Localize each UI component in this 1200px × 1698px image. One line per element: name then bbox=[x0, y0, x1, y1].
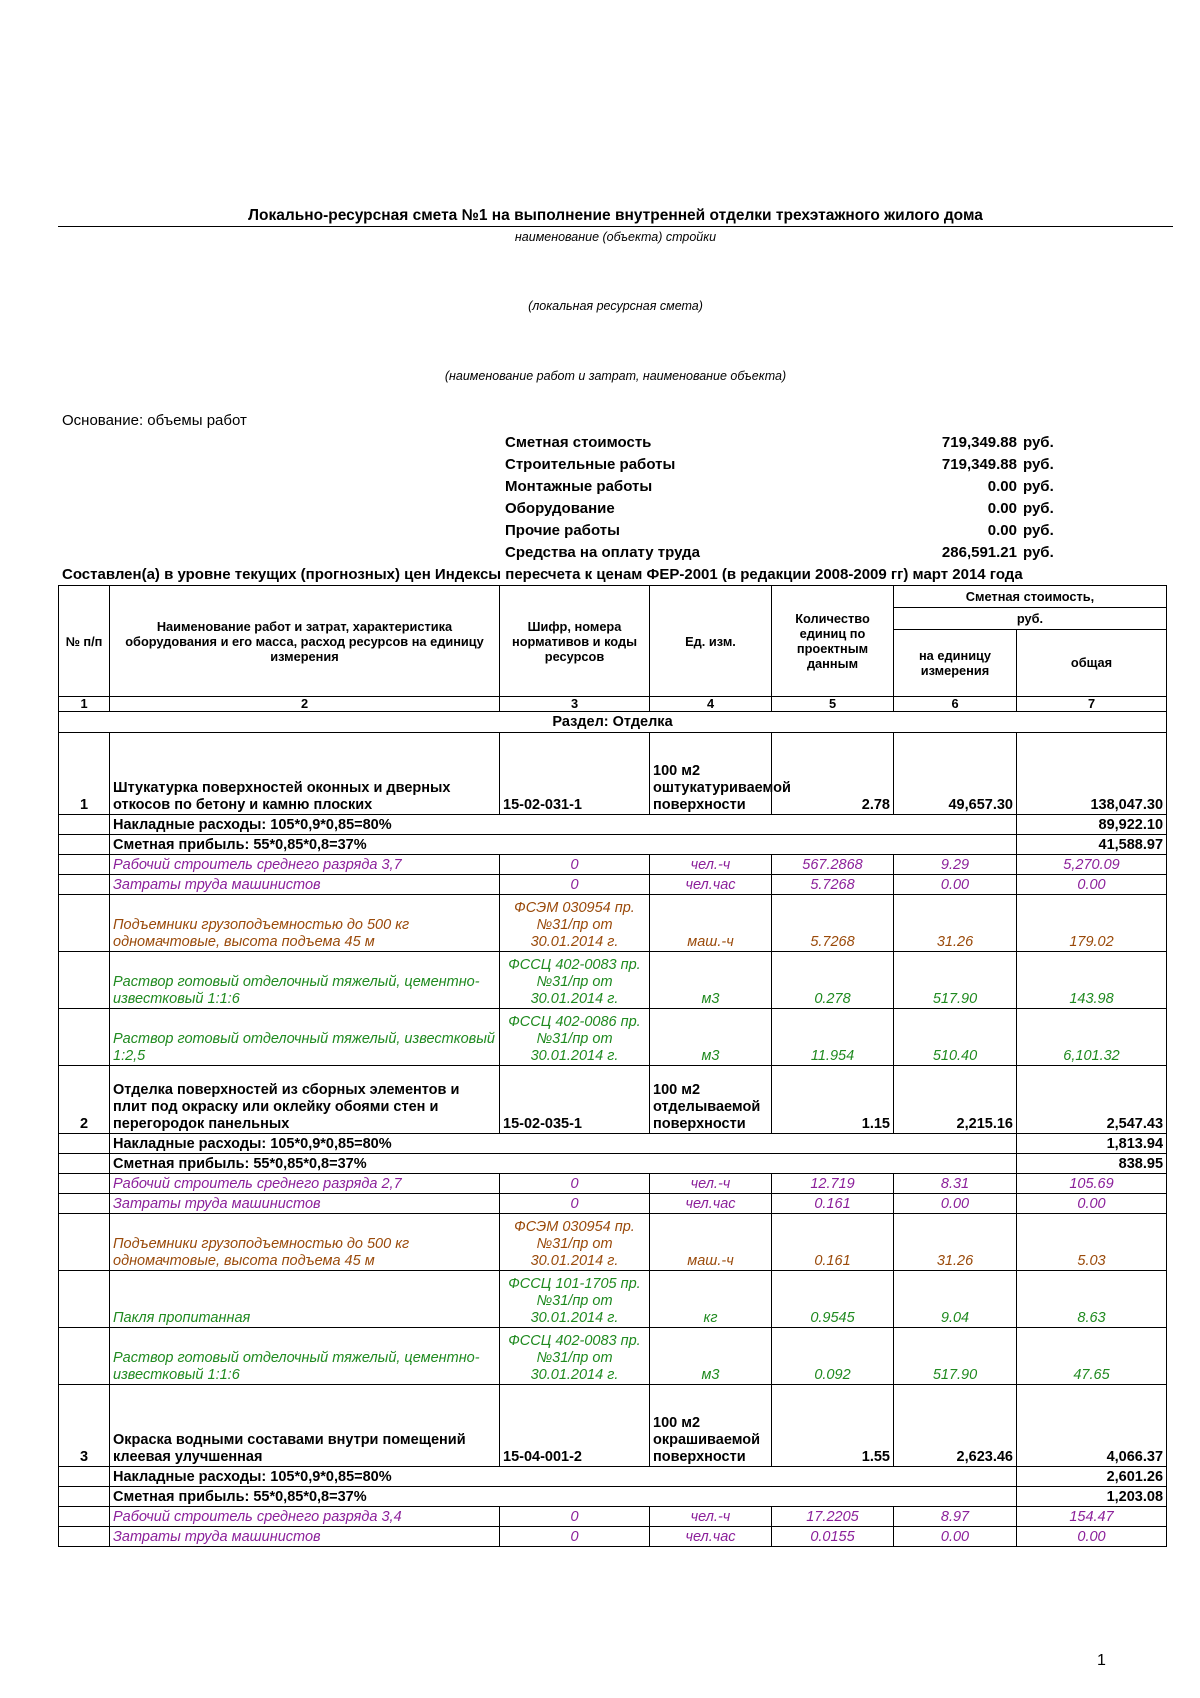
resource-name: Затраты труда машинистов bbox=[110, 1527, 500, 1547]
resource-name: Затраты труда машинистов bbox=[110, 1194, 500, 1214]
resource-total: 0.00 bbox=[1017, 1527, 1167, 1547]
estimate-table bbox=[58, 585, 1167, 1547]
empty-cell bbox=[59, 1507, 110, 1527]
resource-qty: 5.7268 bbox=[772, 875, 894, 895]
column-number: 4 bbox=[650, 697, 772, 712]
resource-name: Подъемники грузоподъемностью до 500 кг одномачтовые, высота подъема 45 м bbox=[110, 895, 500, 952]
item-name: Штукатурка поверхностей оконных и дверных откосов по бетону и камню плоских bbox=[110, 733, 500, 815]
column-number: 3 bbox=[500, 697, 650, 712]
title-underline bbox=[58, 226, 1173, 227]
resource-total: 0.00 bbox=[1017, 875, 1167, 895]
item-qty: 1.15 bbox=[772, 1066, 894, 1134]
item-name: Отделка поверхностей из сборных элементов и плит под окраску или оклейку обоями стен и перегородок панельных bbox=[110, 1066, 500, 1134]
summary-unit: руб. bbox=[1023, 456, 1054, 473]
summary-value: 0.00 bbox=[987, 478, 1017, 495]
header-qty: Количество единиц по проектным данным bbox=[772, 586, 894, 697]
resource-name: Рабочий строитель среднего разряда 3,7 bbox=[110, 855, 500, 875]
document-title: Локально-ресурсная смета №1 на выполнение внутренней отделки трехэтажного жилого дома bbox=[248, 207, 983, 224]
resource-unit-price: 0.00 bbox=[894, 1527, 1017, 1547]
resource-row bbox=[59, 1527, 1167, 1547]
empty-cell bbox=[59, 1487, 110, 1507]
price-level-text: Составлен(а) в уровне текущих (прогнозных) цен Индексы пересчета к ценам ФЕР-2001 (в редакции 2008-2009 гг) март 2014 года bbox=[62, 566, 1023, 583]
work-item-row bbox=[59, 1385, 1167, 1467]
resource-code: ФССЦ 402-0086 пр. №31/пр от 30.01.2014 г. bbox=[500, 1009, 650, 1066]
item-total: 2,547.43 bbox=[1017, 1066, 1167, 1134]
profit-total: 1,203.08 bbox=[1017, 1487, 1167, 1507]
empty-cell bbox=[59, 1154, 110, 1174]
resource-unit-price: 0.00 bbox=[894, 1194, 1017, 1214]
resource-unit-price: 0.00 bbox=[894, 875, 1017, 895]
summary-unit: руб. bbox=[1023, 522, 1054, 539]
summary-label: Строительные работы bbox=[505, 456, 676, 473]
item-unit: 100 м2 оштукатуриваемой поверхности bbox=[650, 733, 772, 815]
resource-row bbox=[59, 1009, 1167, 1066]
resource-unit-price: 8.31 bbox=[894, 1174, 1017, 1194]
resource-name: Раствор готовый отделочный тяжелый, цементно-известковый 1:1:6 bbox=[110, 952, 500, 1009]
column-number: 1 bbox=[59, 697, 110, 712]
summary-unit: руб. bbox=[1023, 544, 1054, 561]
resource-code: 0 bbox=[500, 1507, 650, 1527]
empty-cell bbox=[59, 952, 110, 1009]
overhead-total: 89,922.10 bbox=[1017, 815, 1167, 835]
resource-code: 0 bbox=[500, 855, 650, 875]
header-cost: Сметная стоимость, bbox=[894, 586, 1167, 608]
overhead-label: Накладные расходы: 105*0,9*0,85=80% bbox=[110, 815, 1017, 835]
resource-row bbox=[59, 895, 1167, 952]
empty-cell bbox=[59, 855, 110, 875]
item-total: 138,047.30 bbox=[1017, 733, 1167, 815]
resource-unit: чел.-ч bbox=[650, 1174, 772, 1194]
resource-row bbox=[59, 952, 1167, 1009]
work-item-row bbox=[59, 1066, 1167, 1134]
resource-total: 6,101.32 bbox=[1017, 1009, 1167, 1066]
resource-row bbox=[59, 1507, 1167, 1527]
empty-cell bbox=[59, 895, 110, 952]
resource-unit-price: 517.90 bbox=[894, 1328, 1017, 1385]
resource-unit-price: 31.26 bbox=[894, 895, 1017, 952]
resource-unit-price: 9.29 bbox=[894, 855, 1017, 875]
summary-row bbox=[505, 476, 1055, 498]
resource-qty: 11.954 bbox=[772, 1009, 894, 1066]
profit-row bbox=[59, 835, 1167, 855]
resource-unit: маш.-ч bbox=[650, 1214, 772, 1271]
resource-qty: 17.2205 bbox=[772, 1507, 894, 1527]
resource-qty: 0.0155 bbox=[772, 1527, 894, 1547]
resource-total: 5,270.09 bbox=[1017, 855, 1167, 875]
overhead-total: 1,813.94 bbox=[1017, 1134, 1167, 1154]
profit-label: Сметная прибыль: 55*0,85*0,8=37% bbox=[110, 1487, 1017, 1507]
resource-qty: 0.9545 bbox=[772, 1271, 894, 1328]
item-unit-price: 2,215.16 bbox=[894, 1066, 1017, 1134]
item-unit: 100 м2 отделываемой поверхности bbox=[650, 1066, 772, 1134]
resource-qty: 0.278 bbox=[772, 952, 894, 1009]
item-unit-price: 49,657.30 bbox=[894, 733, 1017, 815]
resource-name: Затраты труда машинистов bbox=[110, 875, 500, 895]
summary-row bbox=[505, 520, 1055, 542]
caption-works: (наименование работ и затрат, наименование объекта) bbox=[444, 369, 787, 383]
resource-unit-price: 517.90 bbox=[894, 952, 1017, 1009]
resource-unit-price: 8.97 bbox=[894, 1507, 1017, 1527]
resource-total: 0.00 bbox=[1017, 1194, 1167, 1214]
resource-unit: чел.час bbox=[650, 1527, 772, 1547]
summary-unit: руб. bbox=[1023, 500, 1054, 517]
resource-row bbox=[59, 1174, 1167, 1194]
caption-estimate: (локальная ресурсная смета) bbox=[528, 299, 703, 313]
resource-row bbox=[59, 1328, 1167, 1385]
resource-row bbox=[59, 855, 1167, 875]
resource-unit: м3 bbox=[650, 1328, 772, 1385]
resource-code: 0 bbox=[500, 875, 650, 895]
header-name: Наименование работ и затрат, характеристика оборудования и его масса, расход ресурсов на единицу измерения bbox=[110, 586, 500, 697]
item-code: 15-02-031-1 bbox=[500, 733, 650, 815]
item-total: 4,066.37 bbox=[1017, 1385, 1167, 1467]
empty-cell bbox=[59, 1194, 110, 1214]
summary-row bbox=[505, 432, 1055, 454]
item-number: 3 bbox=[59, 1385, 110, 1467]
resource-code: 0 bbox=[500, 1194, 650, 1214]
summary-label: Прочие работы bbox=[505, 522, 620, 539]
resource-total: 143.98 bbox=[1017, 952, 1167, 1009]
overhead-row bbox=[59, 1467, 1167, 1487]
resource-row bbox=[59, 875, 1167, 895]
caption-object: наименование (объекта) стройки bbox=[514, 230, 717, 244]
resource-unit: кг bbox=[650, 1271, 772, 1328]
item-unit: 100 м2 окрашиваемой поверхности bbox=[650, 1385, 772, 1467]
item-unit-price: 2,623.46 bbox=[894, 1385, 1017, 1467]
summary-value: 719,349.88 bbox=[941, 456, 1017, 473]
empty-cell bbox=[59, 1527, 110, 1547]
empty-cell bbox=[59, 1214, 110, 1271]
resource-code: ФСЭМ 030954 пр. №31/пр от 30.01.2014 г. bbox=[500, 1214, 650, 1271]
item-qty: 1.55 bbox=[772, 1385, 894, 1467]
overhead-row bbox=[59, 1134, 1167, 1154]
resource-unit-price: 9.04 bbox=[894, 1271, 1017, 1328]
item-number: 2 bbox=[59, 1066, 110, 1134]
item-code: 15-04-001-2 bbox=[500, 1385, 650, 1467]
column-numbers-row bbox=[59, 697, 1167, 712]
resource-unit: чел.-ч bbox=[650, 855, 772, 875]
resource-qty: 0.092 bbox=[772, 1328, 894, 1385]
overhead-label: Накладные расходы: 105*0,9*0,85=80% bbox=[110, 1467, 1017, 1487]
resource-total: 5.03 bbox=[1017, 1214, 1167, 1271]
overhead-label: Накладные расходы: 105*0,9*0,85=80% bbox=[110, 1134, 1017, 1154]
resource-total: 179.02 bbox=[1017, 895, 1167, 952]
empty-cell bbox=[59, 875, 110, 895]
resource-unit-price: 31.26 bbox=[894, 1214, 1017, 1271]
column-number: 5 bbox=[772, 697, 894, 712]
section-title: Раздел: Отделка bbox=[59, 712, 1167, 733]
empty-cell bbox=[59, 1271, 110, 1328]
resource-row bbox=[59, 1194, 1167, 1214]
resource-unit: м3 bbox=[650, 952, 772, 1009]
summary-row bbox=[505, 454, 1055, 476]
resource-code: ФССЦ 402-0083 пр. №31/пр от 30.01.2014 г. bbox=[500, 952, 650, 1009]
resource-code: ФСЭМ 030954 пр. №31/пр от 30.01.2014 г. bbox=[500, 895, 650, 952]
resource-name: Раствор готовый отделочный тяжелый, цементно-известковый 1:1:6 bbox=[110, 1328, 500, 1385]
profit-row bbox=[59, 1487, 1167, 1507]
summary-row bbox=[505, 542, 1055, 564]
resource-total: 8.63 bbox=[1017, 1271, 1167, 1328]
resource-qty: 12.719 bbox=[772, 1174, 894, 1194]
summary-value: 286,591.21 bbox=[941, 544, 1017, 561]
profit-total: 838.95 bbox=[1017, 1154, 1167, 1174]
empty-cell bbox=[59, 1009, 110, 1066]
column-number: 7 bbox=[1017, 697, 1167, 712]
cost-summary bbox=[505, 432, 1055, 564]
summary-value: 0.00 bbox=[987, 522, 1017, 539]
resource-code: 0 bbox=[500, 1527, 650, 1547]
header-rub: руб. bbox=[894, 607, 1167, 629]
profit-label: Сметная прибыль: 55*0,85*0,8=37% bbox=[110, 835, 1017, 855]
summary-value: 719,349.88 bbox=[941, 434, 1017, 451]
resource-total: 47.65 bbox=[1017, 1328, 1167, 1385]
item-qty: 2.78 bbox=[772, 733, 894, 815]
resource-total: 154.47 bbox=[1017, 1507, 1167, 1527]
page-number: 1 bbox=[1097, 1652, 1106, 1669]
header-total: общая bbox=[1017, 629, 1167, 696]
header-code: Шифр, номера нормативов и коды ресурсов bbox=[500, 586, 650, 697]
resource-unit: маш.-ч bbox=[650, 895, 772, 952]
empty-cell bbox=[59, 1134, 110, 1154]
header-num: № п/п bbox=[59, 586, 110, 697]
column-number: 2 bbox=[110, 697, 500, 712]
summary-label: Оборудование bbox=[505, 500, 615, 517]
summary-label: Сметная стоимость bbox=[505, 434, 652, 451]
overhead-total: 2,601.26 bbox=[1017, 1467, 1167, 1487]
resource-name: Рабочий строитель среднего разряда 2,7 bbox=[110, 1174, 500, 1194]
resource-qty: 0.161 bbox=[772, 1214, 894, 1271]
resource-qty: 567.2868 bbox=[772, 855, 894, 875]
summary-label: Средства на оплату труда bbox=[505, 544, 700, 561]
column-number: 6 bbox=[894, 697, 1017, 712]
basis-text: Основание: объемы работ bbox=[62, 412, 247, 429]
summary-label: Монтажные работы bbox=[505, 478, 653, 495]
resource-qty: 5.7268 bbox=[772, 895, 894, 952]
summary-unit: руб. bbox=[1023, 478, 1054, 495]
empty-cell bbox=[59, 1174, 110, 1194]
resource-unit: чел.час bbox=[650, 1194, 772, 1214]
section-row bbox=[59, 712, 1167, 733]
resource-unit-price: 510.40 bbox=[894, 1009, 1017, 1066]
overhead-row bbox=[59, 815, 1167, 835]
profit-row bbox=[59, 1154, 1167, 1174]
profit-label: Сметная прибыль: 55*0,85*0,8=37% bbox=[110, 1154, 1017, 1174]
resource-unit: м3 bbox=[650, 1009, 772, 1066]
empty-cell bbox=[59, 1328, 110, 1385]
resource-unit: чел.час bbox=[650, 875, 772, 895]
resource-code: ФССЦ 402-0083 пр. №31/пр от 30.01.2014 г. bbox=[500, 1328, 650, 1385]
empty-cell bbox=[59, 815, 110, 835]
resource-qty: 0.161 bbox=[772, 1194, 894, 1214]
item-name: Окраска водными составами внутри помещений клеевая улучшенная bbox=[110, 1385, 500, 1467]
table-header-row bbox=[59, 586, 1167, 608]
header-unit: Ед. изм. bbox=[650, 586, 772, 697]
resource-name: Рабочий строитель среднего разряда 3,4 bbox=[110, 1507, 500, 1527]
summary-value: 0.00 bbox=[987, 500, 1017, 517]
resource-row bbox=[59, 1271, 1167, 1328]
summary-row bbox=[505, 498, 1055, 520]
resource-row bbox=[59, 1214, 1167, 1271]
header-per-unit: на единицу измерения bbox=[894, 629, 1017, 696]
resource-code: ФССЦ 101-1705 пр. №31/пр от 30.01.2014 г. bbox=[500, 1271, 650, 1328]
empty-cell bbox=[59, 835, 110, 855]
empty-cell bbox=[59, 1467, 110, 1487]
summary-unit: руб. bbox=[1023, 434, 1054, 451]
resource-total: 105.69 bbox=[1017, 1174, 1167, 1194]
resource-name: Раствор готовый отделочный тяжелый, известковый 1:2,5 bbox=[110, 1009, 500, 1066]
work-item-row bbox=[59, 733, 1167, 815]
resource-name: Подъемники грузоподъемностью до 500 кг одномачтовые, высота подъема 45 м bbox=[110, 1214, 500, 1271]
profit-total: 41,588.97 bbox=[1017, 835, 1167, 855]
resource-name: Пакля пропитанная bbox=[110, 1271, 500, 1328]
resource-code: 0 bbox=[500, 1174, 650, 1194]
item-code: 15-02-035-1 bbox=[500, 1066, 650, 1134]
item-number: 1 bbox=[59, 733, 110, 815]
resource-unit: чел.-ч bbox=[650, 1507, 772, 1527]
